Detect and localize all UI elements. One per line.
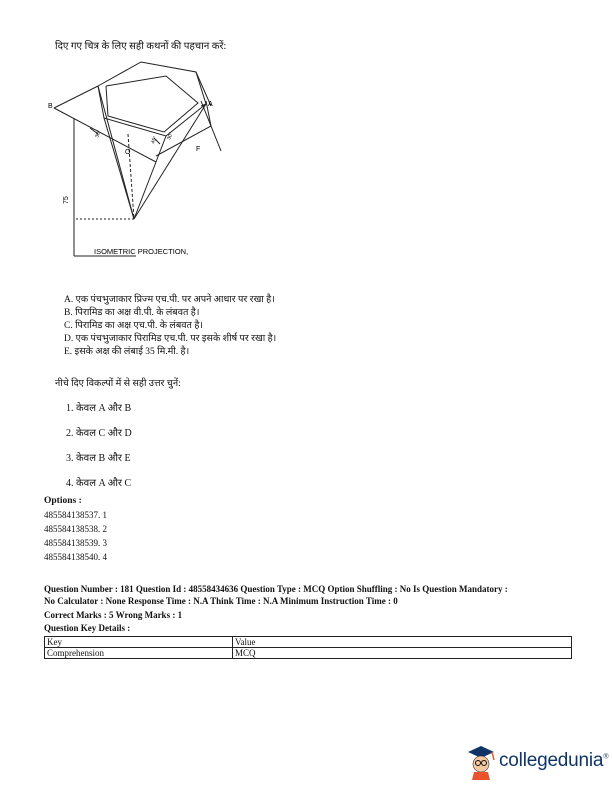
- key-header: Key: [45, 637, 233, 648]
- statement-b: B. पिरामिड का अक्ष वी.पी. के लंबवत है।: [64, 308, 200, 318]
- statement-list: [64, 294, 276, 359]
- choice-3: 3. केवल B और E: [66, 453, 131, 464]
- meta-line-1: Question Number : 181 Question Id : 48558434636 Question Type : MCQ Option Shuffling : No Is Question Mandatory :: [44, 584, 508, 594]
- value-cell: MCQ: [233, 648, 572, 659]
- brand-logo: [464, 744, 612, 780]
- meta-line-2: No Calculator : None Response Time : N.A Think Time : N.A Minimum Instruction Time : 0: [44, 596, 398, 606]
- choice-1: 1. केवल A और B: [66, 403, 132, 414]
- statement-a: A. एक पंचभुजाकार प्रिज्म एच.पी. पर अपने आधार पर रखा है।: [64, 295, 275, 305]
- option-id-2: 485584138538. 2: [44, 524, 107, 534]
- label-ang2: 45°: [150, 135, 159, 145]
- label-a: A: [208, 101, 213, 108]
- choose-prompt: नीचे दिए विकल्पों में से सही उत्तर चुनें:: [55, 379, 181, 389]
- brand-name: collegedunia®: [499, 750, 609, 771]
- options-heading: Options :: [44, 496, 82, 506]
- key-details-heading: Question Key Details :: [44, 623, 131, 633]
- top-pentagon: [106, 76, 198, 132]
- top-hexagon: [98, 62, 206, 136]
- statement-c: C. पिरामिड का अक्ष एच.पी. के लंबवत है।: [64, 321, 203, 331]
- label-f: F: [196, 146, 201, 153]
- question-intro: दिए गए चित्र के लिए सही कथनों की पहचान करें:: [55, 41, 227, 52]
- key-table: [44, 636, 572, 659]
- option-id-3: 485584138539. 3: [44, 538, 107, 548]
- option-id-4: 485584138540. 4: [44, 552, 107, 562]
- option-id-1: 485584138537. 1: [44, 510, 107, 520]
- statement-d: D. एक पंचभुजाकार पिरामिड एच.पी. पर इसके शीर्ष पर रखा है।: [64, 334, 277, 344]
- choice-4: 4. केवल A और C: [66, 478, 132, 489]
- label-ang1: 30°: [94, 129, 103, 139]
- choice-2: 2. केवल C और D: [66, 428, 132, 439]
- key-table-header: [45, 637, 572, 648]
- statement-e: E. इसके अक्ष की लंबाई 35 मि.मी. है।: [64, 347, 190, 357]
- key-cell: Comprehension: [45, 648, 233, 659]
- marks-line: Correct Marks : 5 Wrong Marks : 1: [44, 610, 183, 620]
- isometric-figure: [46, 56, 256, 268]
- value-header: Value: [233, 637, 572, 648]
- table-row: [45, 648, 572, 659]
- label-o: O: [125, 149, 131, 156]
- label-ang3: 30°: [166, 131, 175, 141]
- label-dim: 75: [63, 196, 70, 204]
- label-b: B: [48, 103, 53, 110]
- graduate-mascot-icon: [464, 744, 498, 780]
- figure-caption: ISOMETRIC PROJECTION,: [94, 247, 189, 256]
